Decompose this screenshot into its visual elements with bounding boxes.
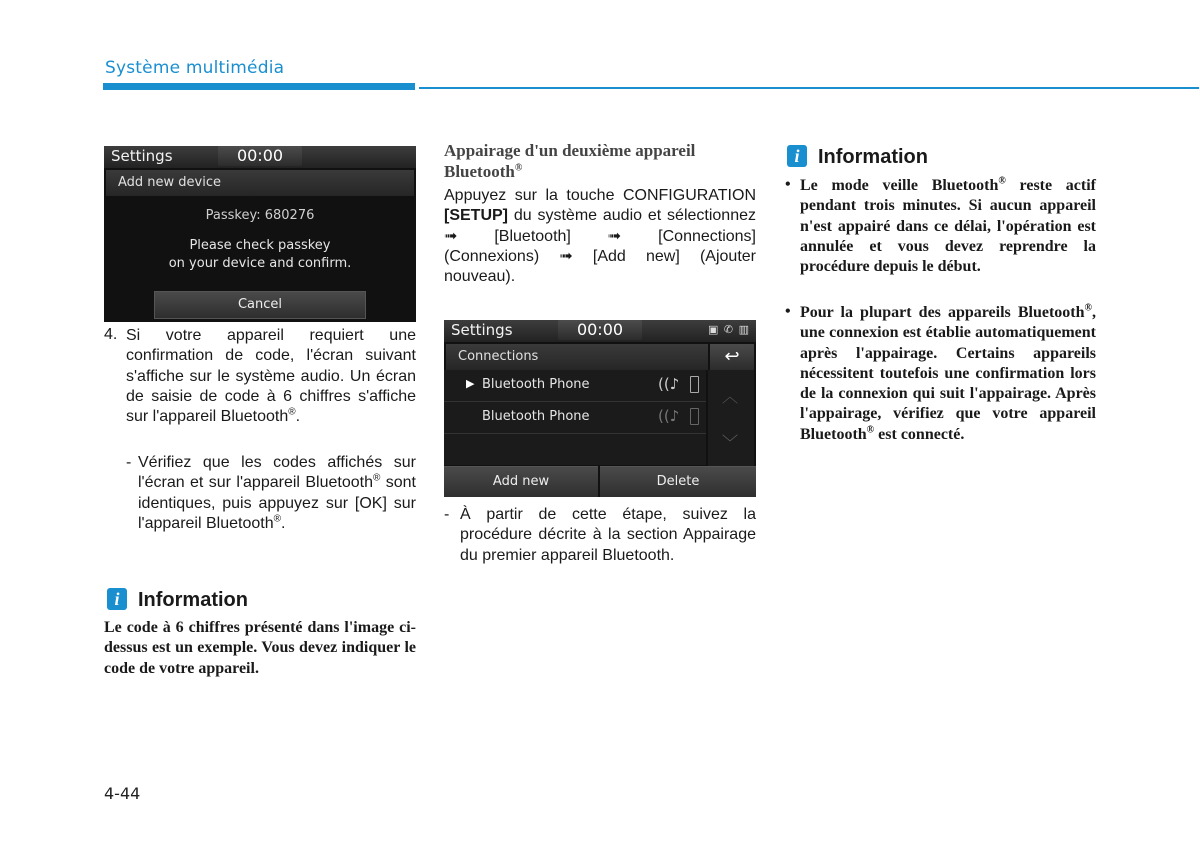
audio-stream-icon: ((♪	[658, 407, 680, 425]
phone-icon	[690, 408, 699, 425]
section-heading: Appairage d'un deuxième appareil Bluetooth®	[444, 141, 696, 181]
screen-clock: 00:00	[558, 320, 642, 340]
passkey-text: Passkey: 680276	[205, 208, 315, 223]
page-number: 4-44	[104, 784, 141, 803]
audio-stream-icon: ((♪	[658, 375, 680, 393]
phone-icon	[690, 376, 699, 393]
scroll-down-icon[interactable]: ﹀	[722, 433, 739, 452]
device-row[interactable]	[444, 402, 706, 434]
screen-title-bar	[104, 146, 416, 168]
cancel-button[interactable]: Cancel	[154, 291, 366, 319]
scroll-area[interactable]	[708, 370, 754, 466]
bullet-text-standby: Le mode veille Bluetooth® reste actif pendant trois minutes. Si aucun appareil n'est appairé dans ce délai, l'opération est annulée et vous devez reprendre la procédure depuis le début.	[800, 175, 1097, 276]
empty-row	[444, 434, 706, 465]
add-new-button[interactable]: Add new	[444, 466, 598, 497]
screen-subtitle: Connections	[458, 349, 539, 364]
selected-arrow-icon: ▶	[466, 377, 475, 390]
pairing-instructions: Appuyez sur la touche CONFIGURATION [SETUP] du système audio et sélectionnez ➟ [Bluetooth] ➟ [Connections] (Connexions) ➟ [Add new] (Ajouter nouveau).	[444, 187, 756, 286]
section-title: Système multimédia	[105, 58, 285, 78]
screen-title-bar	[444, 320, 756, 342]
confirm-message-line2: on your device and confirm.	[168, 256, 352, 271]
device-row[interactable]	[444, 370, 706, 402]
note-dash: -	[444, 506, 450, 523]
delete-button[interactable]: Delete	[600, 466, 756, 497]
bullet-marker: •	[785, 176, 791, 193]
confirm-message-line1: Please check passkey	[189, 238, 331, 253]
screen-subtitle-bar	[106, 170, 414, 196]
step-text: Si votre appareil requiert une confirmation de code, l'écran suivant s'affiche sur le système audio. Un écran de saisie de code à 6 chiffres s'affiche sur l'appareil Bluetooth®.	[126, 327, 416, 426]
screen-clock: 00:00	[218, 146, 302, 166]
bullet-marker: •	[785, 303, 791, 320]
device-name: Bluetooth Phone	[482, 377, 590, 392]
connections-screen	[444, 320, 756, 497]
screen-title: Settings	[111, 147, 173, 165]
screen-subtitle: Add new device	[118, 175, 222, 190]
info-title: Information	[138, 589, 248, 611]
info-icon: i	[787, 145, 807, 167]
status-icons: ▣ ✆ ▥	[708, 323, 750, 336]
info-text: Le code à 6 chiffres présenté dans l'image ci-dessus est un exemple. Vous devez indiquer le code de votre appareil.	[104, 619, 416, 677]
screen-subtitle-bar	[446, 344, 708, 370]
sub-step-text: Vérifiez que les codes affichés sur l'écran et sur l'appareil Bluetooth® sont identiques, puis appuyez sur [OK] sur l'appareil Bluetooth®.	[138, 454, 417, 532]
device-name: Bluetooth Phone	[482, 409, 590, 424]
bullet-text-connection: Pour la plupart des appareils Bluetooth®, une connexion est établie automatiquement après l'appairage. Certains appareils nécessitent toutefois une confirmation lors de la connexion qui suit l'appairage. Après l'appairage, vérifiez que votre appareil Bluetooth® est connecté.	[800, 302, 1096, 443]
step-number: 4.	[104, 326, 118, 343]
header-rule	[419, 87, 1199, 89]
scroll-up-icon[interactable]: ︿	[722, 387, 739, 406]
back-button[interactable]: ↩	[710, 344, 754, 370]
header-bar-accent	[103, 83, 415, 90]
screen-title: Settings	[451, 321, 513, 339]
passkey-screen	[104, 146, 416, 322]
info-title: Information	[818, 146, 928, 168]
sub-dash: -	[126, 454, 132, 471]
follow-procedure-note: À partir de cette étape, suivez la procédure décrite à la section Appairage du premier appareil Bluetooth.	[460, 506, 756, 564]
info-icon: i	[107, 588, 127, 610]
